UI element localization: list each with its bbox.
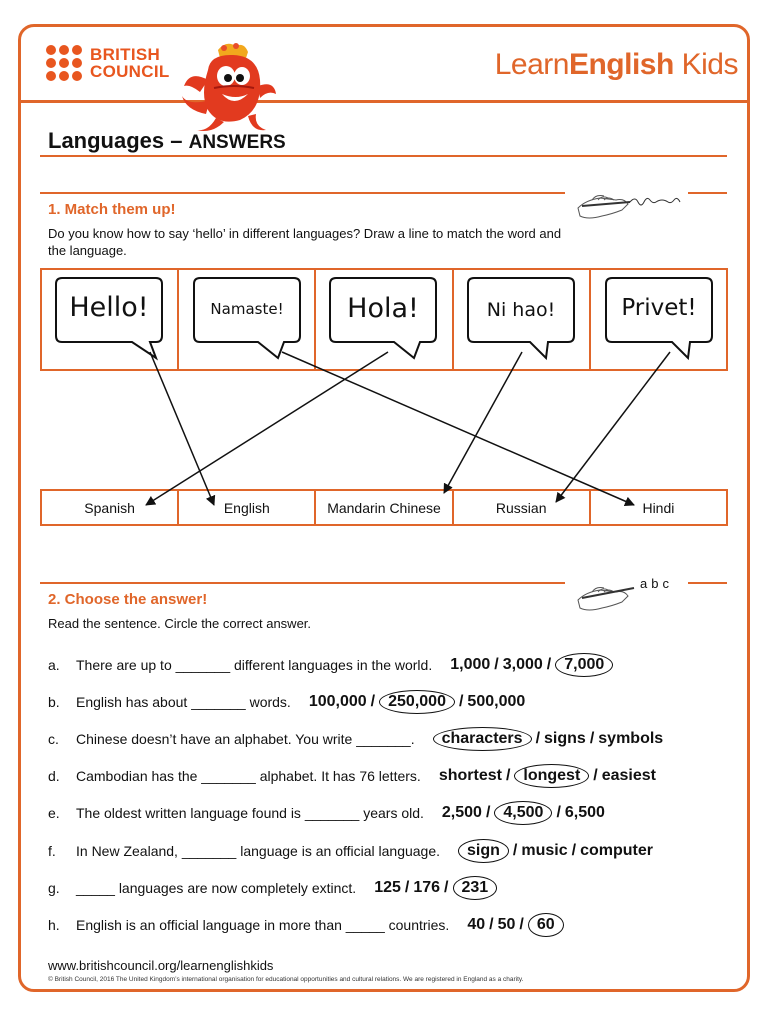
option[interactable]: 3,000 [502, 656, 543, 673]
footer-copyright: © British Council, 2016 The United Kingdom’s international organisation for educational opportunities and cultural relations. We are registered in England as a charity. [48, 976, 524, 983]
language-row [40, 489, 728, 526]
hand-writing-abc-icon [572, 570, 642, 620]
option[interactable]: 500,000 [467, 693, 526, 710]
option[interactable]: 40 [467, 916, 486, 933]
footer-url[interactable]: www.britishcouncil.org/learnenglishkids [48, 958, 274, 973]
language-russian: Russian [454, 491, 591, 524]
option-circled[interactable]: 60 [528, 913, 564, 937]
option[interactable]: 176 [413, 879, 441, 896]
question-text: There are up to _______ different languages in the world. [76, 657, 433, 673]
question-text: Chinese doesn’t have an alphabet. You write _______. [76, 731, 415, 747]
greeting-privet: Privet! [621, 295, 697, 321]
question-letter: h. [48, 917, 60, 933]
option[interactable]: symbols [598, 730, 664, 747]
question-text: Cambodian has the _______ alphabet. It has 76 letters. [76, 768, 421, 784]
option-circled[interactable]: sign [458, 839, 509, 863]
question-options: 100,000 / 250,000 / 500,000 [309, 690, 525, 714]
section1-title: 1. Match them up! [48, 201, 176, 218]
pen-abc-label: abc [640, 576, 673, 591]
option-circled[interactable]: 4,500 [494, 801, 552, 825]
question-options: shortest / longest / easiest [439, 764, 656, 788]
option[interactable]: 50 [497, 916, 516, 933]
question-letter: c. [48, 731, 59, 747]
greeting-hello: Hello! [69, 292, 149, 323]
question-letter: a. [48, 657, 60, 673]
option[interactable]: 100,000 [308, 693, 367, 710]
bc-line2: COUNCIL [90, 62, 170, 81]
greeting-nihao: Ni hao! [486, 299, 556, 321]
question-options: 1,000 / 3,000 / 7,000 [450, 653, 613, 677]
question-options: 40 / 50 / 60 [467, 913, 563, 937]
language-spanish: Spanish [42, 491, 179, 524]
option-circled[interactable]: 250,000 [379, 690, 455, 714]
option[interactable]: 1,000 [450, 656, 491, 673]
option[interactable]: easiest [601, 767, 656, 784]
page-title-main: Languages – [48, 128, 189, 153]
question-options: sign / music / computer [458, 839, 653, 863]
question-text: In New Zealand, _______ language is an official language. [76, 843, 441, 859]
question-letter: b. [48, 694, 60, 710]
language-english: English [179, 491, 316, 524]
question-e [48, 801, 605, 825]
page-title-answers: ANSWERS [188, 132, 286, 153]
greeting-hola: Hola! [347, 293, 419, 324]
question-h [48, 913, 564, 937]
option[interactable]: signs [544, 730, 586, 747]
option[interactable]: 2,500 [441, 804, 482, 821]
option[interactable]: shortest [438, 767, 502, 784]
question-f [48, 839, 653, 863]
question-text: _____ languages are now completely extinct. [76, 880, 357, 896]
option-circled[interactable]: characters [433, 727, 532, 751]
question-text: English has about _______ words. [76, 694, 291, 710]
question-a [48, 653, 613, 677]
option[interactable]: music [521, 842, 568, 859]
option-circled[interactable]: 231 [453, 876, 498, 900]
question-text: English is an official language in more than _____ countries. [76, 917, 450, 933]
question-letter: e. [48, 805, 60, 821]
lek-kids: Kids [673, 48, 738, 81]
language-mandarin-chinese: Mandarin Chinese [316, 491, 453, 524]
option-circled[interactable]: 7,000 [555, 653, 613, 677]
bc-line1: BRITISH [90, 45, 161, 64]
question-text: The oldest written language found is _______ years old. [76, 805, 424, 821]
option-circled[interactable]: longest [514, 764, 589, 788]
question-b [48, 690, 525, 714]
question-letter: f. [48, 843, 56, 859]
question-c [48, 727, 663, 751]
section2-instructions: Read the sentence. Circle the correct answer. [48, 616, 312, 631]
lek-learn: Learn [494, 48, 569, 81]
section1-instructions: Do you know how to say ‘hello’ in different languages? Draw a line to match the word and the language. [48, 226, 562, 258]
speech-bubble-icon [194, 278, 300, 358]
question-options: 125 / 176 / 231 [374, 876, 497, 900]
option[interactable]: computer [580, 842, 653, 859]
option[interactable]: 6,500 [564, 804, 605, 821]
question-options: 2,500 / 4,500 / 6,500 [442, 801, 605, 825]
question-letter: d. [48, 768, 60, 784]
question-g [48, 876, 497, 900]
section2-divider-end [688, 582, 727, 584]
section2-divider [40, 582, 565, 584]
question-letter: g. [48, 880, 60, 896]
question-d [48, 764, 656, 788]
lek-english: English [568, 48, 674, 81]
option[interactable]: 125 [374, 879, 401, 896]
question-options: characters / signs / symbols [433, 727, 664, 751]
language-hindi: Hindi [642, 499, 675, 516]
section2-title: 2. Choose the answer! [48, 591, 208, 608]
greeting-namaste: Namaste! [210, 300, 284, 318]
